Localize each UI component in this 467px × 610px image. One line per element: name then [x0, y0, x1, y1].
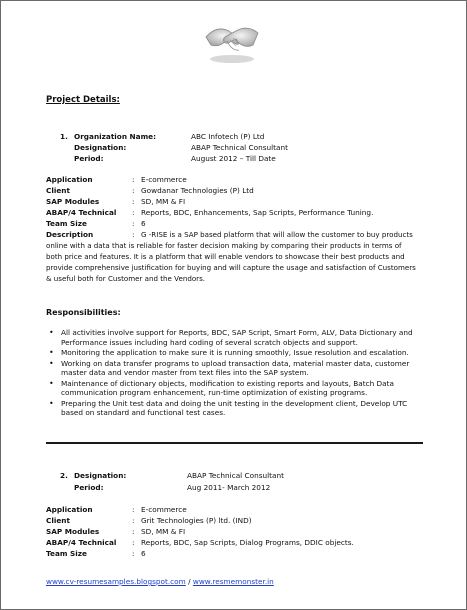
period-label: Period: [74, 154, 104, 163]
period-label: Period: [74, 483, 104, 492]
list-item [49, 348, 427, 358]
bullet: • [49, 358, 54, 368]
client-label: Client [46, 186, 70, 195]
colon: : [132, 549, 135, 558]
organization-name-label: Organization Name: [74, 132, 157, 141]
abap-technical-label: ABAP/4 Technical [46, 208, 117, 217]
abap-technical-value: Reports, BDC, Enhancements, Sap Scripts, Performance Tuning. [141, 208, 374, 217]
bullet: • [49, 348, 54, 357]
colon: : [132, 516, 135, 525]
responsibility-text: Monitoring the application to make sure it is running smoothly, Issue resolution and escalation. [61, 348, 409, 357]
responsibility-text: Working on data transfer programs to upload transaction data, material master data, customer master data and vendor master from text files into the SAP system. [61, 358, 410, 377]
list-item [49, 358, 427, 378]
designation-label: Designation: [74, 143, 127, 152]
bullet: • [49, 398, 54, 408]
application-label: Application [46, 505, 93, 514]
description-value: G -RISE is a SAP based platform that will allow the customer to buy products [141, 230, 413, 239]
colon: : [132, 208, 135, 217]
client-value: Gowdanar Technologies (P) Ltd [141, 186, 254, 195]
responsibilities-heading: Responsibilities: [46, 308, 121, 317]
responsibility-text: Maintenance of dictionary objects, modification to existing reports and layouts, Batch Data communication program enhancement, run-time optimization of existing programs. [61, 378, 394, 397]
colon: : [132, 230, 135, 239]
list-item [49, 378, 427, 398]
project-details-heading: Project Details: [46, 95, 120, 105]
abap-technical-value: Reports, BDC, Sap Scripts, Dialog Programs, DDIC objects. [141, 538, 354, 547]
colon: : [132, 538, 135, 547]
responsibility-text: All activities involve support for Reports, BDC, SAP Script, Smart Form, ALV, Data Dictionary and Performance issues including hard coding of several scratch objects and support. [61, 328, 413, 347]
colon: : [132, 197, 135, 206]
description-label: Description [46, 230, 94, 239]
team-size-label: Team Size [46, 219, 87, 228]
responsibility-text: Preparing the Unit test data and doing the unit testing in the development client, Develop UTC based on standard and functional test cases. [61, 398, 408, 417]
colon: : [132, 527, 135, 536]
responsibilities-list [49, 328, 427, 419]
abap-technical-label: ABAP/4 Technical [46, 538, 117, 547]
bullet: • [49, 378, 54, 388]
designation-value: ABAP Technical Consultant [187, 471, 284, 480]
application-label: Application [46, 175, 93, 184]
colon: : [132, 219, 135, 228]
footer-link-cv-resumesamples[interactable]: www.cv-resumesamples.blogspot.com [46, 577, 186, 586]
team-size-value: 6 [141, 219, 146, 228]
client-label: Client [46, 516, 70, 525]
handshake-icon [203, 15, 261, 65]
list-item [49, 398, 427, 418]
project-1-number: 1. [60, 132, 68, 141]
colon: : [132, 175, 135, 184]
bullet: • [49, 328, 54, 337]
description-line: & useful both for Customer and the Vendors. [46, 274, 206, 283]
footer-link-resmemonster[interactable]: www.resmemonster.in [192, 577, 274, 586]
application-value: E-commerce [141, 505, 187, 514]
footer-separator: / [185, 577, 193, 586]
sap-modules-label: SAP Modules [46, 527, 100, 536]
section-divider [46, 442, 423, 444]
organization-name-value: ABC Infotech (P) Ltd [191, 132, 265, 141]
project-2-number: 2. [60, 471, 68, 480]
designation-value: ABAP Technical Consultant [191, 143, 288, 152]
description-line: provide comprehensive justification for buying and will capture the usage and satisfaction of Customers [46, 263, 416, 272]
application-value: E-commerce [141, 175, 187, 184]
sap-modules-label: SAP Modules [46, 197, 100, 206]
colon: : [132, 186, 135, 195]
team-size-label: Team Size [46, 549, 87, 558]
client-value: Grit Technologies (P) ltd. (IND) [141, 516, 252, 525]
team-size-value: 6 [141, 549, 146, 558]
description-line: both price and features. It is a platform that will enable vendors to showcase their best products and [46, 252, 405, 261]
colon: : [132, 505, 135, 514]
sap-modules-value: SD, MM & FI [141, 197, 186, 206]
period-value: Aug 2011- March 2012 [187, 483, 271, 492]
footer [46, 577, 274, 587]
period-value: August 2012 – Till Date [191, 154, 276, 163]
designation-label: Designation: [74, 471, 127, 480]
list-item [49, 328, 427, 347]
sap-modules-value: SD, MM & FI [141, 527, 186, 536]
description-line: online with a data that is reliable for faster decision making by comparing their products in terms of [46, 241, 402, 250]
